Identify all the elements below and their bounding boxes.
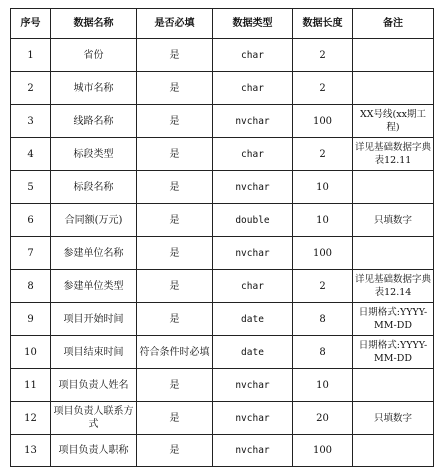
cell-length: 10 <box>293 369 353 402</box>
cell-required: 是 <box>137 138 213 171</box>
table-row <box>11 171 434 204</box>
cell-note <box>353 39 434 72</box>
table-row <box>11 402 434 435</box>
cell-required: 是 <box>137 303 213 336</box>
cell-type: char <box>213 270 293 303</box>
cell-type: date <box>213 303 293 336</box>
cell-type: double <box>213 204 293 237</box>
header-cell-no: 序号 <box>11 9 51 39</box>
cell-note <box>353 237 434 270</box>
cell-type: nvchar <box>213 105 293 138</box>
cell-no: 11 <box>11 369 51 402</box>
cell-note: 日期格式:YYYY-MM-DD <box>353 303 434 336</box>
cell-note <box>353 72 434 105</box>
cell-no: 7 <box>11 237 51 270</box>
cell-required: 是 <box>137 369 213 402</box>
cell-no: 5 <box>11 171 51 204</box>
cell-name: 标段类型 <box>51 138 137 171</box>
cell-length: 2 <box>293 138 353 171</box>
cell-length: 100 <box>293 435 353 467</box>
cell-no: 4 <box>11 138 51 171</box>
cell-required: 是 <box>137 105 213 138</box>
cell-note <box>353 369 434 402</box>
cell-required: 是 <box>137 204 213 237</box>
cell-no: 8 <box>11 270 51 303</box>
cell-no: 2 <box>11 72 51 105</box>
cell-required: 是 <box>137 237 213 270</box>
cell-required: 是 <box>137 270 213 303</box>
table-row <box>11 270 434 303</box>
cell-type: nvchar <box>213 402 293 435</box>
cell-no: 10 <box>11 336 51 369</box>
header-cell-name: 数据名称 <box>51 9 137 39</box>
cell-type: date <box>213 336 293 369</box>
table-row <box>11 435 434 467</box>
header-cell-length: 数据长度 <box>293 9 353 39</box>
cell-type: char <box>213 138 293 171</box>
cell-length: 10 <box>293 171 353 204</box>
table-row <box>11 204 434 237</box>
cell-name: 参建单位类型 <box>51 270 137 303</box>
data-spec-table <box>10 8 434 467</box>
cell-name: 项目负责人职称 <box>51 435 137 467</box>
cell-name: 标段名称 <box>51 171 137 204</box>
cell-note: 只填数字 <box>353 204 434 237</box>
cell-type: nvchar <box>213 171 293 204</box>
cell-required: 是 <box>137 39 213 72</box>
table-row <box>11 105 434 138</box>
cell-name: 项目开始时间 <box>51 303 137 336</box>
cell-note: 只填数字 <box>353 402 434 435</box>
cell-required: 符合条件时必填 <box>137 336 213 369</box>
cell-note: 详见基础数据字典表12.11 <box>353 138 434 171</box>
cell-length: 2 <box>293 270 353 303</box>
header-cell-required: 是否必填 <box>137 9 213 39</box>
cell-no: 1 <box>11 39 51 72</box>
cell-no: 13 <box>11 435 51 467</box>
cell-length: 20 <box>293 402 353 435</box>
header-cell-note: 备注 <box>353 9 434 39</box>
cell-length: 8 <box>293 336 353 369</box>
cell-name: 项目结束时间 <box>51 336 137 369</box>
cell-name: 项目负责人联系方式 <box>51 402 137 435</box>
table-row <box>11 336 434 369</box>
cell-required: 是 <box>137 171 213 204</box>
table-row <box>11 138 434 171</box>
cell-note: XX号线(xx期工程) <box>353 105 434 138</box>
cell-note: 详见基础数据字典表12.14 <box>353 270 434 303</box>
cell-note: 日期格式:YYYY-MM-DD <box>353 336 434 369</box>
table-row <box>11 369 434 402</box>
cell-name: 城市名称 <box>51 72 137 105</box>
cell-length: 100 <box>293 237 353 270</box>
cell-no: 6 <box>11 204 51 237</box>
cell-required: 是 <box>137 435 213 467</box>
cell-required: 是 <box>137 72 213 105</box>
cell-no: 3 <box>11 105 51 138</box>
header-row <box>11 9 434 39</box>
cell-type: nvchar <box>213 435 293 467</box>
cell-type: nvchar <box>213 369 293 402</box>
cell-name: 省份 <box>51 39 137 72</box>
cell-type: char <box>213 72 293 105</box>
cell-length: 10 <box>293 204 353 237</box>
cell-type: char <box>213 39 293 72</box>
table-row <box>11 39 434 72</box>
cell-type: nvchar <box>213 237 293 270</box>
cell-name: 合同额(万元) <box>51 204 137 237</box>
table-row <box>11 303 434 336</box>
cell-no: 9 <box>11 303 51 336</box>
table-row <box>11 237 434 270</box>
cell-length: 100 <box>293 105 353 138</box>
table-row <box>11 72 434 105</box>
cell-name: 项目负责人姓名 <box>51 369 137 402</box>
cell-note <box>353 171 434 204</box>
cell-name: 线路名称 <box>51 105 137 138</box>
header-cell-type: 数据类型 <box>213 9 293 39</box>
cell-length: 2 <box>293 72 353 105</box>
cell-no: 12 <box>11 402 51 435</box>
cell-length: 2 <box>293 39 353 72</box>
cell-note <box>353 435 434 467</box>
cell-length: 8 <box>293 303 353 336</box>
cell-required: 是 <box>137 402 213 435</box>
cell-name: 参建单位名称 <box>51 237 137 270</box>
